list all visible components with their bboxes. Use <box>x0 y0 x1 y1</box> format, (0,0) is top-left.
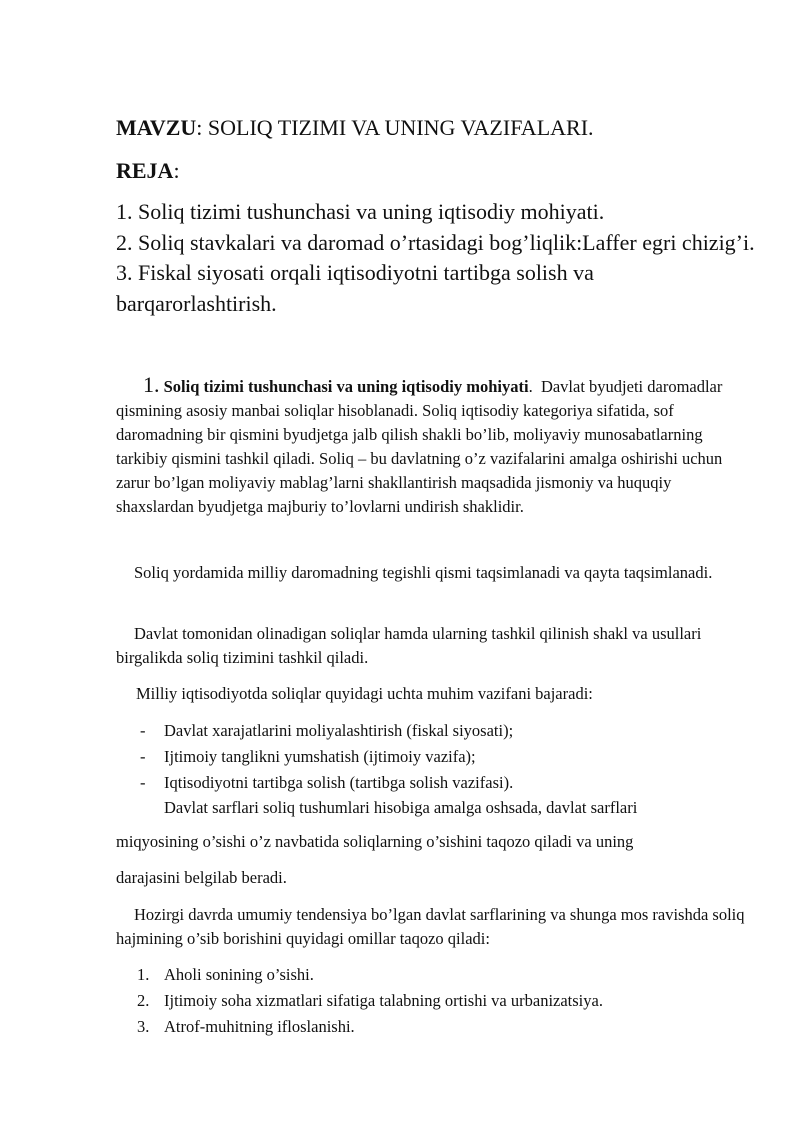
plan-list <box>116 197 756 319</box>
list-item-text: Davlat xarajatlarini moliyalashtirish (fiskal siyosati); <box>164 721 514 740</box>
list-item <box>140 770 760 796</box>
paragraph: Soliq yordamida milliy daromadning tegishli qismi taqsimlanadi va qayta taqsimlanadi. <box>134 563 713 582</box>
list-item <box>137 962 757 988</box>
factors-list <box>137 962 757 1040</box>
list-marker: 1. <box>137 965 150 984</box>
list-item <box>137 988 757 1014</box>
list-item <box>140 718 760 744</box>
list-marker: - <box>140 773 146 792</box>
section-heading-period: . <box>528 377 533 396</box>
paragraph-line: darajasini belgilab beradi. <box>116 868 287 887</box>
topic-separator: : <box>196 115 208 140</box>
list-item-text: Ijtimoiy tanglikni yumshatish (ijtimoiy vazifa); <box>164 747 476 766</box>
plan-heading <box>116 157 800 185</box>
list-marker: 3. <box>137 1017 150 1036</box>
list-item-text: Aholi sonining o’sishi. <box>164 965 314 984</box>
list-marker: 2. <box>137 991 150 1010</box>
plan-item: 2. Soliq stavkalari va daromad o’rtasidagi bog’liqlik:Laffer egri chizig’i. <box>116 229 755 255</box>
list-item-text: Ijtimoiy soha xizmatlari sifatiga talabning ortishi va urbanizatsiya. <box>164 991 603 1010</box>
plan-item: 3. Fiskal siyosati orqali iqtisodiyotni tartibga solish va barqarorlashtirish. <box>116 260 594 316</box>
section-text: Davlat byudjeti daromadlar qismining asosiy manbai soliqlar hisoblanadi. Soliq iqtisodiy kategoriya sifatida, sof daromadning bir qismini byudjetga jalb qilish shakli bo’lib, moliyaviy munosabatlarning tarkibiy qismini tashkil qiladi. Soliq – bu davlatning o’z vazifalarini amalga oshirishi uchun zarur bo’lgan moliyaviy mablag’larni shakllantirish maqsadida jismoniy va huquqiy shaxslardan byudjetga majburiy to’lovlarni undirish shaklidir. <box>116 377 723 516</box>
section-1-paragraph <box>116 373 748 519</box>
paragraph: Davlat tomonidan olinadigan soliqlar hamda ularning tashkil qilinish shakl va usullari birgalikda soliq tizimini tashkil qiladi. <box>116 624 702 667</box>
plan-item: 1. Soliq tizimi tushunchasi va uning iqtisodiy mohiyati. <box>116 199 605 224</box>
list-marker: - <box>140 747 146 766</box>
list-item <box>137 1014 757 1040</box>
list-item-text: Atrof-muhitning ifloslanishi. <box>164 1017 355 1036</box>
section-number: 1. <box>143 372 160 397</box>
list-item <box>140 744 760 770</box>
paragraph: Hozirgi davrda umumiy tendensiya bo’lgan davlat sarflarining va shunga mos ravishda soliq hajmining o’sib borishini quyidagi omillar taqozo qiladi: <box>116 905 745 948</box>
list-item-text: Iqtisodiyotni tartibga solish (tartibga solish vazifasi). <box>164 773 514 792</box>
list-marker: - <box>140 721 146 740</box>
topic-title: SOLIQ TIZIMI VA UNING VAZIFALARI. <box>207 115 594 140</box>
plan-label: REJA <box>116 158 174 183</box>
topic-label: MAVZU <box>116 115 197 140</box>
paragraph-line: Davlat sarflari soliq tushumlari hisobiga amalga oshsada, davlat sarflari <box>164 798 638 817</box>
paragraph: Milliy iqtisodiyotda soliqlar quyidagi uchta muhim vazifani bajaradi: <box>136 684 593 703</box>
function-list <box>140 718 760 796</box>
plan-separator: : <box>173 158 180 183</box>
paragraph-line: miqyosining o’sishi o’z navbatida soliqlarning o’sishini taqozo qiladi va uning <box>116 832 634 851</box>
topic-line <box>116 114 800 142</box>
section-heading: Soliq tizimi tushunchasi va uning iqtisodiy mohiyati <box>163 377 529 396</box>
